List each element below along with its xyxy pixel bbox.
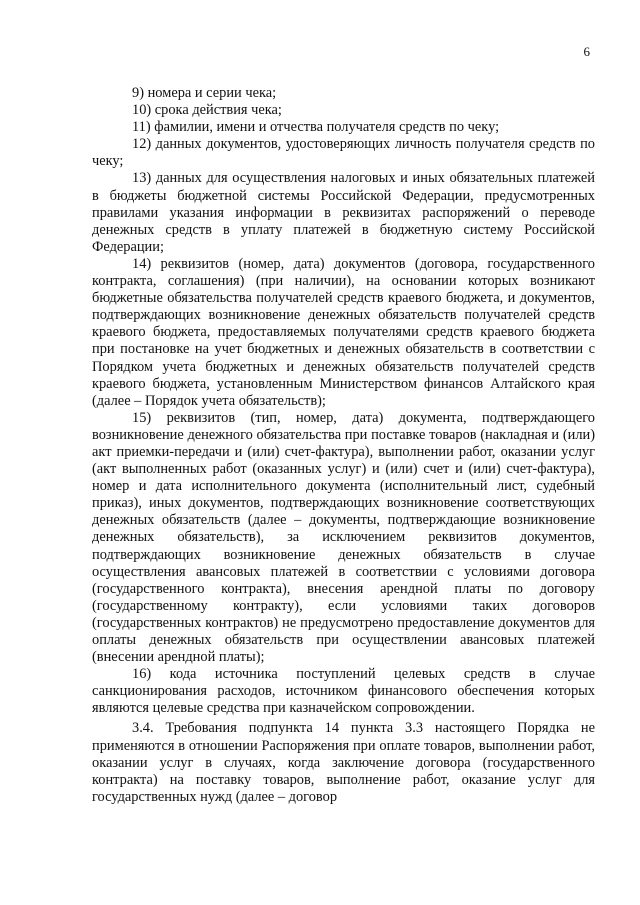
paragraph-item-12: 12) данных документов, удостоверяющих личность получателя средств по чеку; — [92, 136, 595, 170]
paragraph-item-16: 16) кода источника поступлений целевых средств в случае санкционирования расходов, источником финансового обеспечения которых являются целевые средства при казначейском сопровождении. — [92, 666, 595, 717]
paragraph-item-9: 9) номера и серии чека; — [132, 85, 277, 101]
paragraph-item-15: 15) реквизитов (тип, номер, дата) документа, подтверждающего возникновение денежного обязательства при поставке товаров (накладная и (или) акт приемки-передачи и (или) счет-фактура), выполнении работ, оказании услуг (акт выполненных работ (оказанных услуг) и (или) счет и (или) счет-фактура), номер и дата исполнительного документа (исполнительный лист, судебный приказ), иных документов, подтверждающих возникновение соответствующих денежных обязательств (далее – документы, подтверждающие возникновение денежных обязательств), за исключением реквизитов документов, подтверждающих возникновение денежных обязательств в случае осуществления авансовых платежей в соответствии с условиями договора (государственного контракта), внесения арендной платы по договору (государственному контракту), если условиями таких договоров (государственных контрактов) не предусмотрено предоставление документов для оплаты денежных обязательств при осуществлении авансовых платежей (внесении арендной платы); — [92, 409, 595, 666]
page-number: 6 — [583, 44, 590, 59]
paragraph-item-11: 11) фамилии, имени и отчества получателя средств по чеку; — [132, 119, 500, 136]
paragraph-section-3-4: 3.4. Требования подпункта 14 пункта 3.3 настоящего Порядка не применяются в отношении Распоряжения при оплате товаров, выполнении работ, оказании услуг в случаях, когда заключение договора (государственного контракта) на поставку товаров, выполнение работ, оказание услуг для государственных нужд (далее – договор — [92, 720, 595, 805]
document-body — [92, 85, 595, 806]
paragraph-item-13: 13) данных для осуществления налоговых и иных обязательных платежей в бюджеты бюджетной системы Российской Федерации, предусмотренных правилами указания информации в реквизитах распоряжений о переводе денежных средств в уплату платежей в бюджетную систему Российской Федерации; — [92, 170, 595, 255]
paragraph-item-14: 14) реквизитов (номер, дата) документов (договора, государственного контракта, соглашения) (при наличии), на основании которых возникают бюджетные обязательства получателей средств краевого бюджета, и документов, подтверждающих возникновение денежных обязательств получателей средств краевого бюджета, предоставляемых получателями средств краевого бюджета при постановке на учет бюджетных и денежных обязательств в соответствии с Порядком учета бюджетных и денежных обязательств получателей средств краевого бюджета, установленным Министерством финансов Алтайского края (далее – Порядок учета обязательств); — [92, 255, 595, 409]
paragraph-item-10: 10) срока действия чека; — [132, 102, 282, 119]
